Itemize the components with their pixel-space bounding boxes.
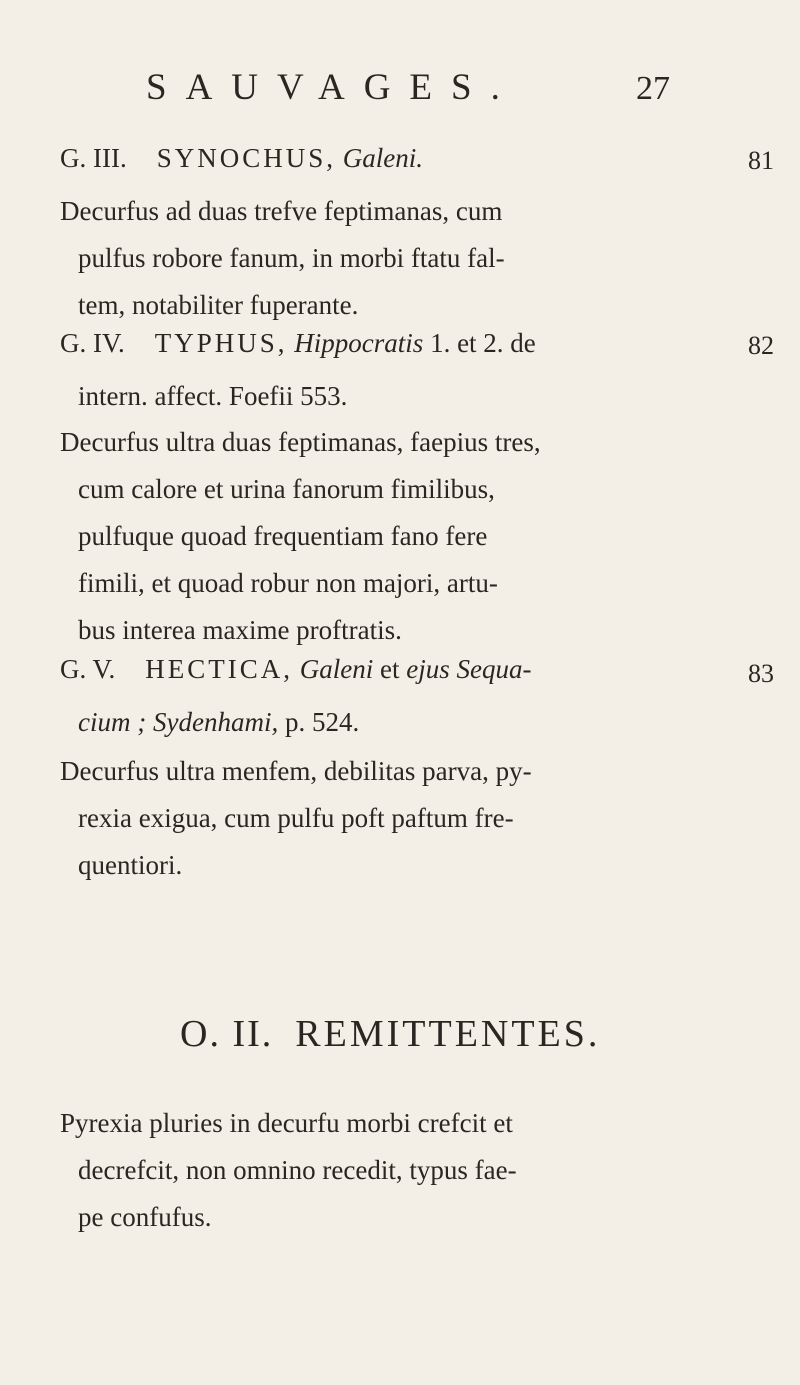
- text-line: [60, 699, 720, 746]
- genus-authority: Galeni.: [342, 143, 424, 173]
- text-line: rexia exigua, cum pulfu poft paftum fre-: [78, 803, 514, 833]
- text-line: pe confufus.: [78, 1202, 212, 1232]
- genus-reference: 1. et 2. de: [423, 328, 536, 358]
- text-line: Decurfus ultra menfem, debilitas parva, py-: [60, 756, 532, 786]
- genus-name: SYNOCHUS,: [156, 143, 337, 173]
- order-number: O. II.: [180, 1013, 274, 1055]
- genus-number: G. IV.: [60, 328, 125, 358]
- order-title: REMITTENTES.: [295, 1013, 601, 1055]
- text-line: tem, notabiliter fuperante.: [78, 290, 359, 320]
- genus-reference: et: [373, 654, 407, 684]
- margin-number: 83: [748, 659, 774, 688]
- text-line: intern. affect. Foefii 553.: [78, 381, 348, 411]
- margin-number: 81: [748, 146, 774, 175]
- margin-number: 82: [748, 331, 774, 360]
- genus-description-synochus: [60, 188, 720, 329]
- genus-reference-line: [60, 699, 720, 746]
- genus-heading-synochus: [60, 143, 423, 174]
- genus-name: HECTICA,: [145, 654, 294, 684]
- text-line: bus interea maxime proftratis.: [78, 615, 402, 645]
- reference-page: p. 524.: [278, 707, 360, 737]
- genus-description-typhus: [60, 419, 720, 654]
- genus-authority: Galeni: [299, 654, 374, 684]
- text-line: Decurfus ad duas trefve feptimanas, cum: [60, 196, 503, 226]
- genus-heading-hectica: [60, 654, 532, 685]
- text-line: decrefcit, non omnino recedit, typus fae-: [78, 1155, 517, 1185]
- text-line: pulfuque quoad frequentiam fano fere: [78, 521, 488, 551]
- running-head: [0, 66, 800, 116]
- text-line: quentiori.: [78, 850, 183, 880]
- genus-authority: Hippocratis: [294, 328, 424, 358]
- genus-name: TYPHUS,: [154, 328, 288, 358]
- text-line: pulfus robore fanum, in morbi ftatu fal-: [78, 243, 505, 273]
- genus-number: G. V.: [60, 654, 116, 684]
- text-line: Decurfus ultra duas feptimanas, faepius tres,: [60, 427, 541, 457]
- genus-reference-line: [60, 373, 720, 420]
- order-heading: [180, 1012, 600, 1056]
- text-line: Pyrexia pluries in decurfu morbi crefcit et: [60, 1108, 513, 1138]
- genus-heading-typhus: [60, 328, 536, 359]
- text-line: fimili, et quoad robur non majori, artu-: [78, 568, 498, 598]
- genus-number: G. III.: [60, 143, 127, 173]
- order-description: [60, 1100, 720, 1241]
- reference-italic: cium ; Sydenhami,: [78, 707, 279, 737]
- genus-reference-italic: ejus Sequa-: [406, 654, 532, 684]
- page-number: 27: [636, 70, 670, 107]
- text-line: cum calore et urina fanorum fimilibus,: [78, 474, 495, 504]
- running-head-title: SAUVAGES.: [146, 67, 519, 108]
- genus-description-hectica: [60, 748, 720, 889]
